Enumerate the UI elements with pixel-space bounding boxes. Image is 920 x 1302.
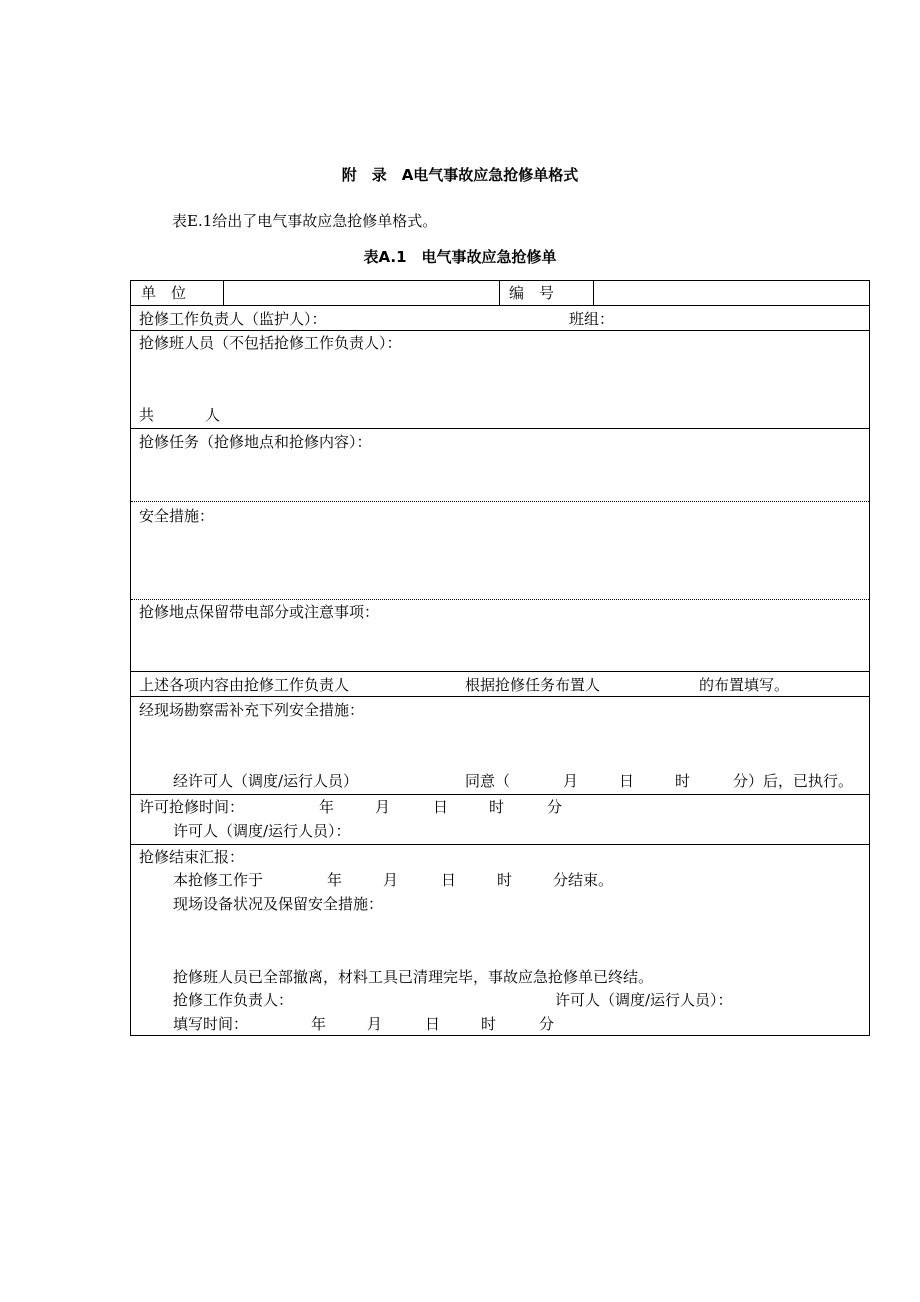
table-caption: 表A.1 电气事故应急抢修单 <box>363 248 557 266</box>
hour-label: 时 <box>489 798 505 816</box>
month-label: 月 <box>563 772 579 790</box>
members-label: 抢修班人员（不包括抢修工作负责人）： <box>139 334 402 352</box>
fill-part1: 上述各项内容由抢修工作负责人 <box>139 676 350 694</box>
withdraw-statement: 抢修班人员已全部撤离，材料工具已清理完毕，事故应急抢修单已终结。 <box>173 968 654 986</box>
unit-label: 单 位 <box>141 284 187 302</box>
minute-label: 分 <box>547 798 563 816</box>
hour-label: 时 <box>497 871 513 889</box>
agree-label: 同意（ <box>465 772 511 790</box>
task-label: 抢修任务（抢修地点和抢修内容）： <box>139 433 372 451</box>
divider <box>593 281 594 305</box>
approver-label: 经许可人（调度/运行人员） <box>173 772 359 790</box>
row-divider <box>131 696 869 697</box>
intro-text: 表E.1给出了电气事故应急抢修单格式。 <box>172 212 438 230</box>
row-divider <box>131 330 869 331</box>
appendix-title: 附 录 A电气事故应急抢修单格式 <box>341 166 579 184</box>
fill-time-label: 填写时间： <box>173 1015 249 1033</box>
final-permitter-label: 许可人（调度/运行人员）： <box>555 991 733 1009</box>
row-divider <box>131 599 869 600</box>
persons-unit: 人 <box>205 406 221 424</box>
live-parts-label: 抢修地点保留带电部分或注意事项： <box>139 603 380 621</box>
day-label: 日 <box>433 798 449 816</box>
year-label: 年 <box>319 798 335 816</box>
emergency-repair-form <box>130 280 870 1036</box>
row-divider <box>131 844 869 845</box>
end-report-label: 抢修结束汇报： <box>139 848 245 866</box>
site-status-label: 现场设备状况及保留安全措施： <box>173 895 384 913</box>
day-label: 日 <box>441 871 457 889</box>
fill-part2: 根据抢修任务布置人 <box>465 676 601 694</box>
month-label: 月 <box>375 798 391 816</box>
supplement-label: 经现场勘察需补充下列安全措施： <box>139 701 365 719</box>
month-label: 月 <box>367 1015 383 1033</box>
year-label: 年 <box>327 871 343 889</box>
year-label: 年 <box>311 1015 327 1033</box>
ended-label: 分结束。 <box>553 871 614 889</box>
final-leader-label: 抢修工作负责人： <box>173 991 294 1009</box>
row-divider <box>131 305 869 306</box>
team-label: 班组： <box>569 310 615 328</box>
row-divider <box>131 428 869 429</box>
permitter-label: 许可人（调度/运行人员）： <box>173 822 351 840</box>
leader-label: 抢修工作负责人（监护人）： <box>139 310 327 328</box>
row-divider <box>131 794 869 795</box>
day-label: 日 <box>619 772 635 790</box>
minute-label: 分 <box>539 1015 555 1033</box>
divider <box>223 281 224 305</box>
day-label: 日 <box>425 1015 441 1033</box>
permit-time-label: 许可抢修时间： <box>139 798 245 816</box>
hour-label: 时 <box>481 1015 497 1033</box>
hour-label: 时 <box>675 772 691 790</box>
safety-label: 安全措施： <box>139 507 215 525</box>
executed-label: 分）后，已执行。 <box>733 772 854 790</box>
divider <box>499 281 500 305</box>
fill-part3: 的布置填写。 <box>699 676 790 694</box>
row-divider <box>131 501 869 502</box>
total-label: 共 <box>139 406 155 424</box>
work-at-label: 本抢修工作于 <box>173 871 264 889</box>
row-divider <box>131 671 869 672</box>
number-label: 编 号 <box>509 284 555 302</box>
month-label: 月 <box>383 871 399 889</box>
